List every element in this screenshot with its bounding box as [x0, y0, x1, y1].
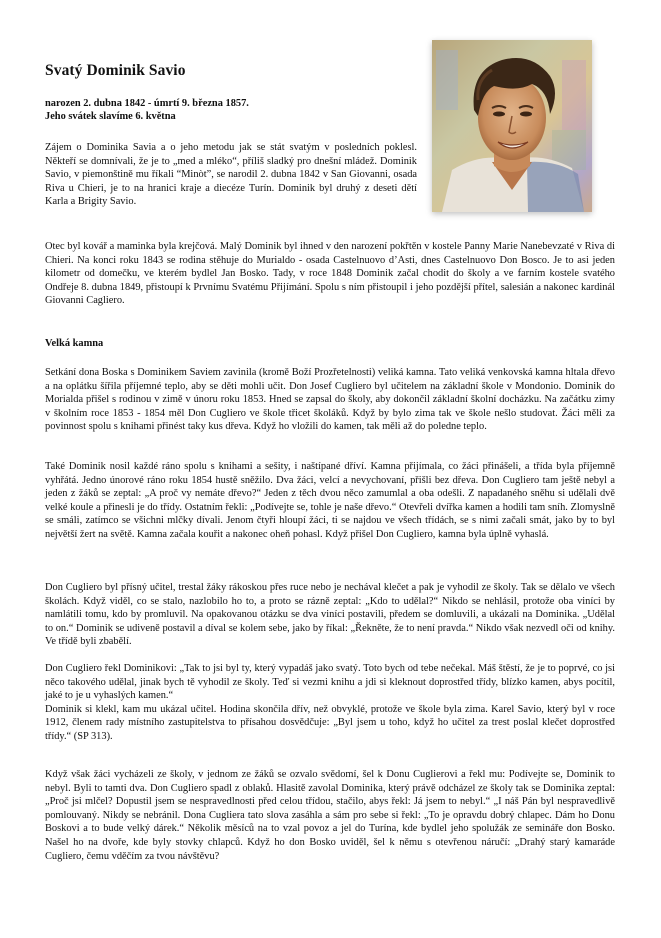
paragraph-punishment — [45, 662, 615, 744]
paragraph-text: Otec byl kovář a maminka byla krejčová. Malý Dominik byl ihned v den narození pokřtěn v kostele Panny Marie Nanebevzaté v Riva di Chieri. Na konci roku 1843 se rodina stěhuje do Murialdo - osada Castelnuovo d’Asti, dnes Castelnuovo Don Bosco. Je to asi jeden kilometr od domečku, ve kterém bydlel Jan Bosko. Tady, v roce 1848 Dominik začal chodit do školy a ve farním kostele svatého Ondřeje 8. dubna 1849, přistoupí k Prvnímu Svatému Přijímání. Spolu s ním přistoupil i jeho pozdější přítel, salesián a nakonec kardinál Giovanni Cagliero. — [45, 241, 615, 307]
paragraph-intro — [45, 141, 417, 209]
birth-death-dates: narozen 2. dubna 1842 - úmrtí 9. března 1857. — [45, 98, 249, 109]
paragraph-snow — [45, 460, 615, 542]
portrait-illustration-icon — [432, 40, 592, 212]
paragraph-conscience — [45, 768, 615, 863]
paragraph-strict-teacher — [45, 581, 615, 649]
paragraph-father — [45, 240, 615, 308]
page-title: Svatý Dominik Savio — [45, 62, 186, 79]
paragraph-text: Zájem o Dominika Savia a o jeho metodu jak se stát svatým v posledních poklesl. Někteří se domnívali, že je to „med a mléko“, příliš sladký pro dnešní mládež. Dominik Savio, v piemonštině mu říkali “Minòt”, se narodil 2. dubna 1842 v San Giovanni, osada Riva u Chieri, je to na hranici kraje a diecéze Turín. Dominik byl druhý z deseti dětí Karla a Brigity Savio. — [45, 142, 417, 208]
section-heading: Velká kamna — [45, 338, 104, 349]
paragraph-text: Když však žáci vycházeli ze školy, v jednom ze žáků se ozvalo svědomí, šel k Donu Cuglierovi a řekl mu: Podívejte se, Dominik to nebyl. Byli to tamti dva. Don Cugliero spadl z oblaků. Hlasitě zavolal Dominika, který právě odcházel ze školy tak se Dominika zeptal: „Proč jsi mlčel? Dopustil jsem se nespravedlnosti před celou třídou, stačilo, abys řekl: Já jsem to nebyl.“ „I náš Pán byl nespravedlivě pomlouvaný. Nikdy se nebránil. Dona Cugliera tato slova zasáhla a sám pro sebe si řekl: „To je opravdu dobrý chlapec. Dám ho Donu Boskovi a to bude velký dárek.“ Několik měsíců na to vzal povoz a jel do Turína, kde bydlel jeho spolužák ze semináře don Bosko. Našel ho na dvoře, kde byly stovky chlapců. Když ho don Bosko uviděl, šel k němu s otevřenou náručí: „Drahý starý kamaráde Cugliero, čemu vděčím za tvou návštěvu? — [45, 769, 615, 862]
paragraph-text: Don Cugliero byl přísný učitel, trestal žáky rákoskou přes ruce nebo je nechával klečet a pak je vyhodil ze školy. Tak se dělalo ve všech školách. Když viděl, co se stalo, nazlobilo ho to, a proto se rázně zeptal: „Kdo to udělal?“ Nikdo se nehlásil, protože oba viníci by namlátili tomu, kdo by promluvil. Na opakovanou otázku se dva viníci postavili, předem se domluvili, a ukázali na Dominika. „Udělal to on.“ Dominik se udiveně postavil a díval se kolem sebe, jako by říkal: „Řekněte, že to není pravda.“ Nikdo však nezvedl oči od knihy. Ve třídě byli zbabělí. — [45, 582, 615, 648]
paragraph-text: Setkání dona Boska s Dominikem Saviem zavinila (kromě Boží Prozřetelnosti) veliká kamna. Tato veliká venkovská kamna hltala dřevo a na oplátku šířila příjemné teplo, aby se děti mohli učit. Don Josef Cugliero byl učitelem na základní škole v Mondonio. Dominik do Morialda přišel s rodinou v zimě v únoru roku 1853. Hned se zapsal do školy, aby dokončil základní školní docházku. Na začátku zimy v školním roce 1853 - 1854 měl Don Cugliero ve škole třicet školáků. Když by bylo zima tak ve škole nešlo studovat. Žáci měli za povinnost spolu s knihami přinést taky kus dřeva. Když ho vložili do kamen, tak měli až do poledne teplo. — [45, 367, 615, 433]
paragraph-text: Také Dominik nosil každé ráno spolu s knihami a sešity, i naštípané dříví. Kamna přijímala, co žáci přinášeli, a třída byla příjemně vyhřátá. Jedno únorové ráno roku 1854 hustě sněžilo. Dva žáci, velcí a nevychovaní, přišli bez dřeva. Don Cugliero tam ještě nebyl a jeden z žáků se zeptal: „A proč vy nemáte dřevo?“ Jeden z těch dvou něco zamumlal a oba odešli. Z napadaného sněhu si udělali dvě velké koule a přinesli je do třídy. Ostatním řekli: „Podívejte se, tohle je naše dřevo.“ Otevřeli dvířka kamen a hodili tam sníh. Zlomyslně se smáli, zatímco se všichni mlčky dívali. Jenom čtyři hloupí žáci, ti se najdou ve všech třídách, se s nimi začali smát, jako by to byl největší žert na světě. Kamna začala kouřit a nakonec oheň pohasl. Když přišel Don Cugliero, kamna byla úplně vyhaslá. — [45, 461, 615, 540]
paragraph-text: Dominik si klekl, kam mu ukázal učitel. Hodina skončila dřív, než obvyklé, protože ve škole byla zima. Karel Savio, který byl v roce 1912, členem rady místního zastupitelstva to přísahou dosvědčuje: „Byl jsem u toho, když ho učitel za trest poslal klečet doprostřed třídy.“ (SP 313). — [45, 703, 615, 742]
paragraph-text: Don Cugliero řekl Dominikovi: „Tak to jsi byl ty, který vypadáš jako svatý. Toto bych od tebe nečekal. Máš štěstí, že je to poprvé, co jsi něco takového udělal, jinak bych tě vyhodil ze školy. Teď si vezmi knihu a jdi si kleknout doprostřed třídy, blízko kamen, abys pocítil, jaké to je u vyhaslých kamen.“ — [45, 663, 615, 702]
portrait-image — [432, 40, 592, 212]
life-dates — [45, 97, 249, 123]
feast-day: Jeho svátek slavíme 6. května — [45, 111, 176, 122]
paragraph-meeting — [45, 366, 615, 434]
